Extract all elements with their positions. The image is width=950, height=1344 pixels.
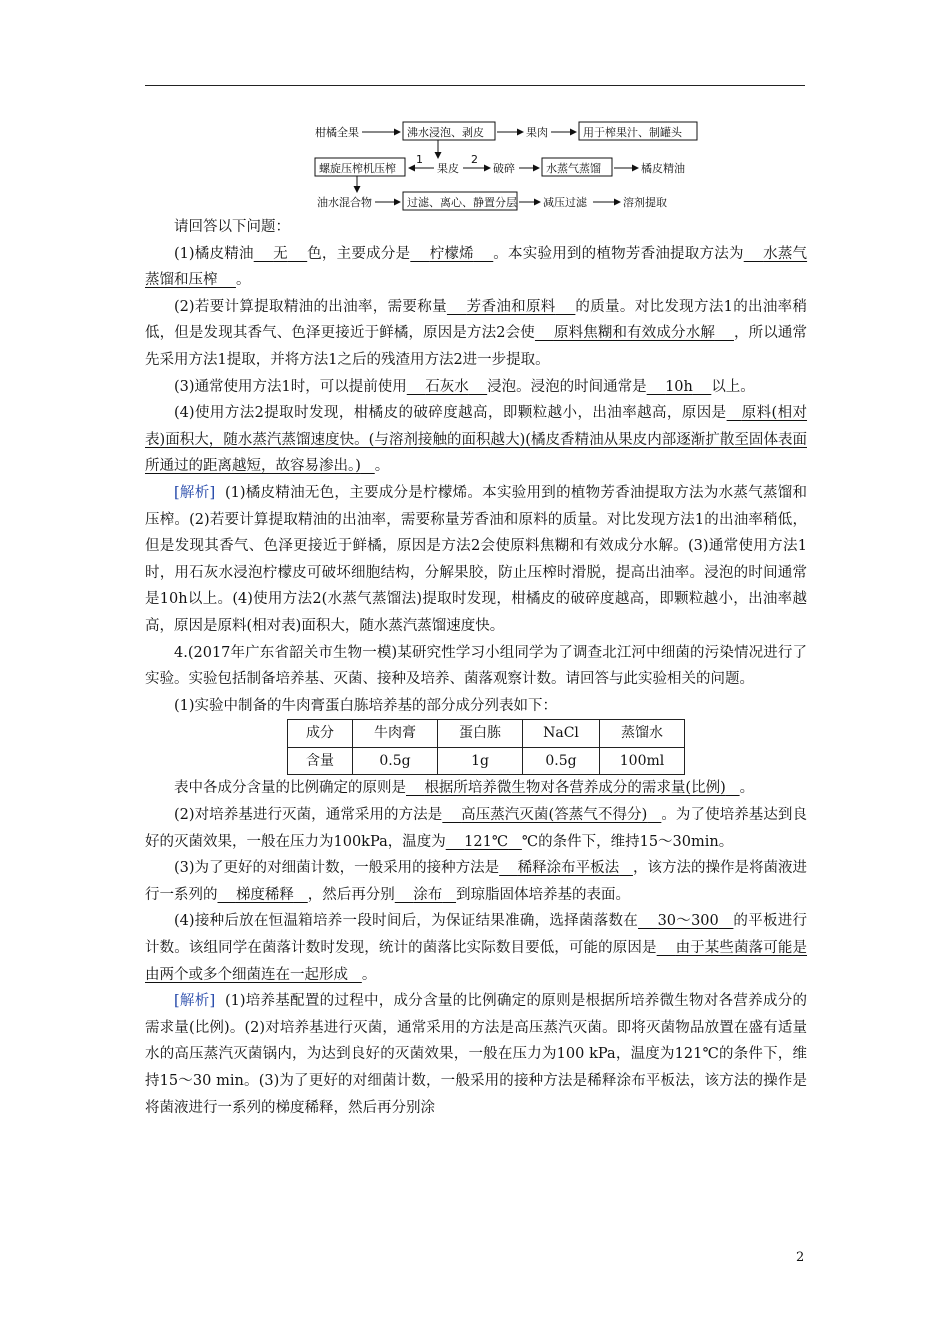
node-whole-fruit: 柑橘全果 — [315, 126, 359, 139]
medium-table — [287, 719, 685, 775]
question-2: (2)若要计算提取精油的出油率，需要称量 芳香油和原料 的质量。对比发现方法1的出油率稍低，但是发现其香气、色泽更接近于鲜橘，原因是方法2会使 原料焦糊和有效成分水解 ，所以通常先采用方法1提取，并将方法1之后的残渣用方法2进一步提取。 — [145, 298, 808, 368]
table-cell: 含量 — [288, 747, 353, 775]
question-1: (1)橘皮精油 无 色，主要成分是 柠檬烯 。本实验用到的植物芳香油提取方法为 水蒸气蒸馏和压榨 。 — [145, 245, 808, 289]
analysis-tag: [解析] — [174, 484, 216, 501]
answer-blank: 石灰水 — [425, 378, 469, 395]
table-cell: 0.5g — [523, 747, 600, 775]
label-method-2: 2 — [471, 153, 478, 166]
node-oil: 橘皮精油 — [641, 162, 685, 175]
node-peel: 果皮 — [437, 162, 459, 175]
table-row — [288, 747, 685, 775]
table-cell: NaCl — [523, 720, 600, 748]
answer-blank: 涂布 — [413, 886, 443, 903]
node-steam: 水蒸气蒸馏 — [546, 162, 601, 175]
answer-blank: 121℃ — [464, 833, 509, 850]
question-4: (4)使用方法2提取时发现，柑橘皮的破碎度越高，即颗粒越小，出油率越高，原因是 原料(相对表)面积大，随水蒸汽蒸馏速度快。(与溶剂接触的面积越大)(橘皮香精油从果皮内部逐渐扩散至固体表面所通过的距离越短，故容易渗出。) 。 — [145, 405, 808, 475]
node-pulp: 果肉 — [526, 126, 548, 139]
answer-blank: 原料(相对表)面积大，随水蒸汽蒸馏速度快。(与溶剂接触的面积越大)(橘皮香精油从果皮内部逐渐扩散至固体表面所通过的距离越短，故容易渗出。) — [145, 405, 808, 475]
node-crush: 破碎 — [493, 162, 515, 175]
answer-blank: 无 — [273, 245, 288, 262]
question-4-intro: 4.(2017年广东省韶关市生物一模)某研究性学习小组同学为了调查北江河中细菌的污染情况进行了实验。实验包括制备培养基、灭菌、接种及培养、菌落观察计数。请回答与此实验相关的问题。 — [145, 644, 807, 688]
table-cell: 蒸馏水 — [600, 720, 685, 748]
analysis-tag: [解析] — [174, 993, 216, 1010]
node-juice: 用于榨果汁、制罐头 — [583, 126, 682, 139]
node-vacuum: 减压过滤 — [543, 196, 587, 209]
node-boil-peel: 沸水浸泡、剥皮 — [407, 126, 484, 139]
answer-blank: 稀释涂布平板法 — [517, 860, 620, 877]
part-1-intro: (1)实验中制备的牛肉膏蛋白胨培养基的部分成分列表如下： — [174, 697, 558, 714]
page-number: 2 — [796, 1250, 805, 1265]
answer-blank: 梯度稀释 — [235, 886, 294, 903]
node-mixture: 油水混合物 — [317, 196, 372, 209]
node-filter: 过滤、离心、静置分层 — [407, 196, 517, 209]
node-solvent: 溶剂提取 — [623, 196, 667, 209]
flowchart — [145, 118, 805, 218]
part-2: (2)对培养基进行灭菌，通常采用的方法是 高压蒸汽灭菌(答蒸气不得分) 。为了使培养基达到良好的灭菌效果，一般在压力为100kPa，温度为 121℃ ℃的条件下，维持15～30min。 — [145, 807, 808, 850]
page-content — [145, 214, 807, 1121]
table-cell: 牛肉膏 — [353, 720, 438, 748]
answer-blank: 30～300 — [657, 913, 719, 930]
analysis-2: [解析] (1)培养基配置的过程中，成分含量的比例确定的原则是根据所培养微生物对各营养成分的需求量(比例)。(2)对培养基进行灭菌，通常采用的方法是高压蒸汽灭菌。即将灭菌物品放置在盛有适量水的高压蒸汽灭菌锅内，为达到良好的灭菌效果，一般在压力为100 kPa，温度为121℃的条件下，维持15～30 min。(3)为了更好的对细菌计数，一般采用的接种方法是稀释涂布平板法，该方法的操作是将菌液进行一系列的梯度稀释，然后再分别涂 — [145, 993, 807, 1116]
flowchart-svg — [145, 118, 805, 218]
node-press: 螺旋压榨机压榨 — [319, 162, 396, 175]
answer-blank: 原料焦糊和有效成分水解 — [553, 325, 715, 342]
table-cell: 100ml — [600, 747, 685, 775]
part-3: (3)为了更好的对细菌计数，一般采用的接种方法是 稀释涂布平板法 ，该方法的操作是将菌液进行一系列的 梯度稀释 ，然后再分别 涂布 到琼脂固体培养基的表面。 — [145, 860, 807, 903]
answer-blank: 根据所培养微生物对各营养成分的需求量(比例) — [424, 780, 726, 797]
answer-blank: 由于某些菌落可能是由两个或多个细菌连在一起形成 — [145, 940, 808, 983]
answer-blank: 10h — [665, 378, 693, 395]
table-cell: 成分 — [288, 720, 353, 748]
prompt: 请回答以下问题： — [174, 219, 290, 235]
part-1-answer: 表中各成分含量的比例确定的原则是 根据所培养微生物对各营养成分的需求量(比例) 。 — [174, 780, 755, 797]
table-row — [288, 720, 685, 748]
answer-blank: 芳香油和原料 — [466, 298, 556, 315]
analysis-1: [解析] (1)橘皮精油无色，主要成分是柠檬烯。本实验用到的植物芳香油提取方法为水蒸气蒸馏和压榨。(2)若要计算提取精油的出油率，需要称量芳香油和原料的质量。对比发现方法1的出油率稍低，但是发现其香气、色泽更接近于鲜橘，原因是方法2会使原料焦糊和有效成分水解。(3)通常使用方法1时，用石灰水浸泡柠檬皮可破坏细胞结构，分解果胶，防止压榨时滑脱，提高出油率。浸泡的时间通常是10h以上。(4)使用方法2(水蒸气蒸馏法)提取时发现，柑橘皮的破碎度越高，即颗粒越小，出油率越高，原因是原料(相对表)面积大，随水蒸汽蒸馏速度快。 — [145, 484, 807, 634]
part-4: (4)接种后放在恒温箱培养一段时间后，为保证结果准确，选择菌落数在 30～300 的平板进行计数。该组同学在菌落计数时发现，统计的菌落比实际数目要低，可能的原因是 由于某些菌落可能是由两个或多个细菌连在一起形成 。 — [145, 913, 808, 983]
answer-blank: 水蒸气蒸馏和压榨 — [145, 245, 808, 289]
answer-blank: 高压蒸汽灭菌(答蒸气不得分) — [461, 807, 648, 824]
answer-blank: 柠檬烯 — [429, 245, 474, 262]
table-cell: 蛋白胨 — [438, 720, 523, 748]
label-method-1: 1 — [416, 153, 423, 166]
header-rule — [145, 85, 805, 86]
table-cell: 0.5g — [353, 747, 438, 775]
question-3: (3)通常使用方法1时，可以提前使用 石灰水 浸泡。浸泡的时间通常是 10h 以上。 — [174, 378, 755, 395]
table-cell: 1g — [438, 747, 523, 775]
